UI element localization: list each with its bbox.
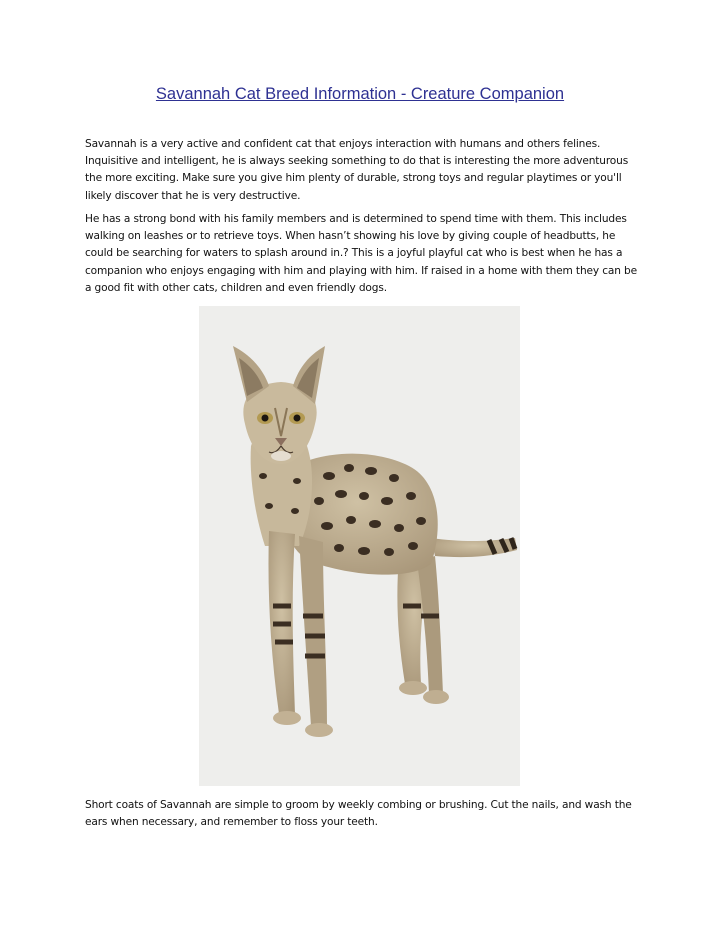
cat-front-leg-right <box>299 536 327 726</box>
page-title <box>0 85 720 104</box>
cat-illustration <box>199 306 520 786</box>
title-link[interactable]: Savannah Cat Breed Information - Creature Companion <box>155 85 565 103</box>
savannah-cat-photo <box>199 306 520 786</box>
paragraph-bond: He has a strong bond with his family members and is determined to spend time with them. This includes walking on leashes or to retrieve toys. When hasn’t showing his love by giving couple of headbutts, he could be searching for waters to splash around in.? This is a joyful playful cat who is best when he has a companion who enjoys engaging with him and playing with him. If raised in a home with them they can be a good fit with other cats, children and even friendly dogs. <box>85 213 637 294</box>
paragraph-grooming: Short coats of Savannah are simple to groom by weekly combing or brushing. Cut the nails, and wash the ears when necessary, and remember to floss your teeth. <box>85 799 632 829</box>
paragraph-intro: Savannah is a very active and confident cat that enjoys interaction with humans and others felines. Inquisitive and intelligent, he is always seeking something to do that is interesting the more adventurous the more exciting. Make sure you give him plenty of durable, strong toys and regular playtimes or you'll likely discover that he is very destructive. <box>85 138 629 202</box>
